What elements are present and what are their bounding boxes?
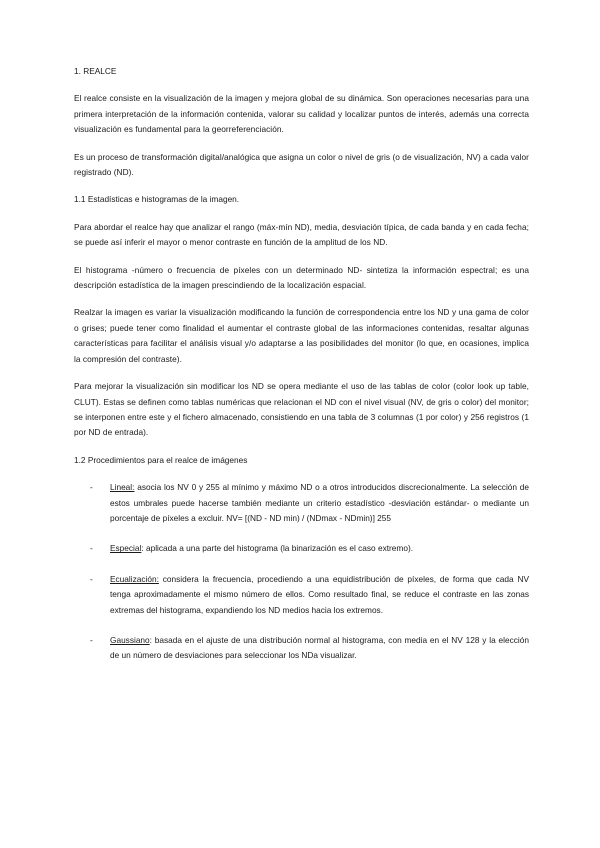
list-dash: - [90,573,93,584]
term-lineal: Lineal: [110,482,135,493]
document-page [74,64,529,679]
procedures-list [74,480,529,664]
list-item-text: considera la frecuencia, procediendo a una equidistribución de píxeles, de forma que cada NV tenga aproximadamente el mismo número de ellos. Como resultado final, se reduce el contraste en las zonas extremas del histograma, expandiendo los ND medios hacia los extremos. [110,573,529,615]
term-gaussiano: Gaussiano [110,634,150,645]
section-1-1-paragraph-2: El histograma -número o frecuencia de píxeles con un determinado ND- sintetiza la información espectral; es una descripción estadística de la imagen prescindiendo de la localización espacial. [74,264,529,291]
list-dash: - [90,543,93,554]
list-item-gaussiano [74,633,529,664]
section-1-1-paragraph-1: Para abordar el realce hay que analizar el rango (máx-mín ND), media, desviación típica, de cada banda y en cada fecha; se puede así inferir el mayor o menor contraste en función de la amplitud de los ND. [74,221,529,248]
section-1-paragraph-1: El realce consiste en la visualización de la imagen y mejora global de su dinámica. Son operaciones necesarias para una primera interpretación de la información contenida, valorar su calidad y localizar puntos de interés, además una correcta visualización es fundamental para la georreferenciación. [74,93,529,135]
section-1-heading: 1. REALCE [74,66,117,76]
list-item-text: : aplicada a una parte del histograma (la binarización es el caso extremo). [141,543,414,554]
list-item-text: asocia los NV 0 y 255 al mínimo y máximo ND o a otros introducidos discrecionalmente. La selección de estos umbrales puede hacerse también mediante un criterio estadístico -desviación estándar- o mediante un porcentaje de píxeles a excluir. NV= [(ND - ND min) / (NDmax - NDmin)] 255 [110,482,529,523]
section-1-1-heading: 1.1 Estadísticas e histogramas de la imagen. [74,194,240,205]
section-1-paragraph-2: Es un proceso de transformación digital/analógica que asigna un color o nivel de gris (o de visualización, NV) a cada valor registrado (ND). [74,151,529,178]
section-1-1-paragraph-3: Realzar la imagen es variar la visualización modificando la función de correspondencia entre los ND y una gama de color o grises; puede tener como finalidad el aumentar el contraste global de las informaciones contenidas, resaltar algunas características para facilitar el análisis visual y/o adaptarse a las posibilidades del monitor (lo que, en ocasiones, implica la compresión del contraste). [74,307,529,364]
list-item-especial [74,541,529,556]
term-especial: Especial [110,543,142,554]
section-1-1-paragraph-4: Para mejorar la visualización sin modificar los ND se opera mediante el uso de las tablas de color (color look up table, CLUT). Estas se definen como tablas numéricas que relacionan el ND con el nivel visual (NV, de gris o color) del monitor; se interponen entre este y el fichero almacenado, consistiendo en una tabla de 3 columnas (1 por color) y 256 registros (1 por ND de entrada). [74,381,529,438]
list-item-lineal [74,480,529,526]
list-item-text: : basada en el ajuste de una distribución normal al histograma, con media en el NV 128 y la elección de un número de desviaciones para seleccionar los NDa visualizar. [110,634,529,661]
list-dash: - [90,634,93,645]
list-item-ecualizacion [74,572,529,618]
term-ecualizacion: Ecualización: [110,573,159,584]
list-dash: - [90,482,93,493]
section-1-2-heading: 1.2 Procedimientos para el realce de imágenes [74,454,248,465]
